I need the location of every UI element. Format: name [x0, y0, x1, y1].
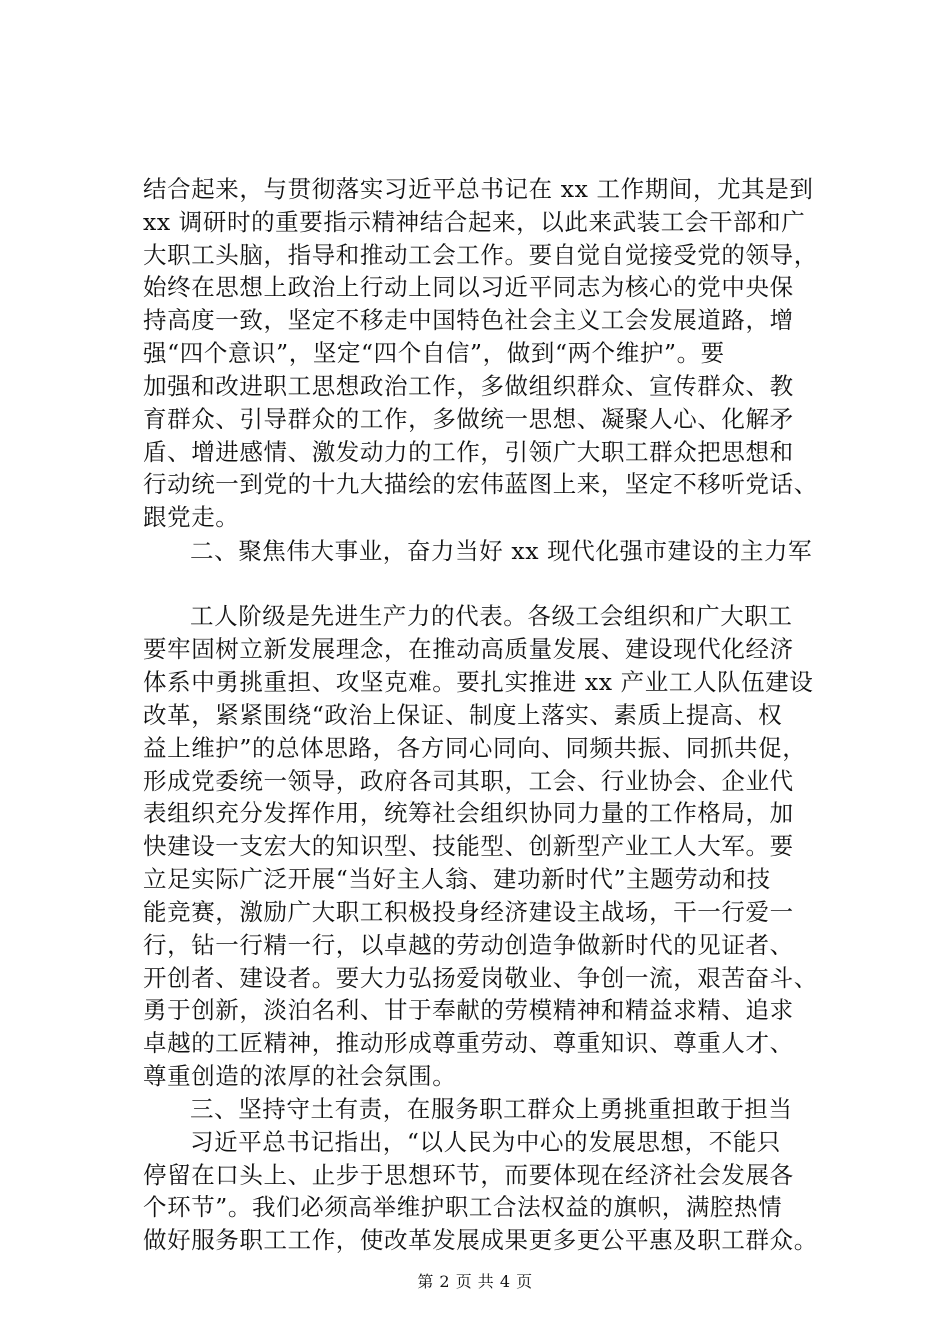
paragraph-line: 形成党委统一领导，政府各司其职，工会、行业协会、企业代 [143, 767, 794, 795]
paragraph-line: 做好服务职工工作，使改革发展成果更多更公平惠及职工群众。 [143, 1226, 818, 1254]
paragraph-line: 盾、增进感情、激发动力的工作，引领广大职工群众把思想和 [143, 438, 794, 466]
paragraph-line: 结合起来，与贯彻落实习近平总书记在 xx 工作期间，尤其是到 [143, 175, 814, 203]
paragraph-line: 个环节”。我们必须高举维护职工合法权益的旗帜，满腔热情 [143, 1193, 783, 1221]
paragraph-line: 大职工头脑，指导和推动工会工作。要自觉自觉接受党的领导， [143, 241, 818, 269]
paragraph-line: 卓越的工匠精神，推动形成尊重劳动、尊重知识、尊重人才、 [143, 1029, 794, 1057]
paragraph-line: xx 调研时的重要指示精神结合起来，以此来武装工会干部和广 [143, 208, 806, 236]
paragraph-line: 快建设一支宏大的知识型、技能型、创新型产业工人大军。要 [143, 832, 794, 860]
paragraph-line: 表组织充分发挥作用，统筹社会组织协同力量的工作格局，加 [143, 799, 794, 827]
paragraph-line: 始终在思想上政治上行动上同以习近平同志为核心的党中央保 [143, 273, 794, 301]
paragraph-line: 尊重创造的浓厚的社会氛围。 [143, 1062, 457, 1090]
paragraph-line: 行动统一到党的十九大描绘的宏伟蓝图上来，坚定不移听党话、 [143, 470, 818, 498]
paragraph-line: 能竞赛，激励广大职工积极投身经济建设主战场，干一行爱一 [143, 898, 794, 926]
paragraph-line: 育群众、引导群众的工作，多做统一思想、凝聚人心、化解矛 [143, 405, 794, 433]
paragraph-line: 开创者、建设者。要大力弘扬爱岗敬业、争创一流，艰苦奋斗、 [143, 964, 818, 992]
paragraph-line: 改革，紧紧围绕“政治上保证、制度上落实、素质上提高、权 [143, 701, 783, 729]
paragraph-line: 要牢固树立新发展理念，在推动高质量发展、建设现代化经济 [143, 635, 794, 663]
paragraph-line: 益上维护”的总体思路，各方同心同向、同频共振、同抓共促， [143, 734, 807, 762]
paragraph-line: 强“四个意识”，坚定“四个自信”，做到“两个维护”。要 [143, 339, 725, 367]
paragraph-line: 立足实际广泛开展“当好主人翁、建功新时代”主题劳动和技 [143, 865, 771, 893]
paragraph-line: 行，钻一行精一行，以卓越的劳动创造争做新时代的见证者、 [143, 931, 794, 959]
page-number-footer: 第 2 页 共 4 页 [417, 1272, 533, 1291]
section-heading: 二、聚焦伟大事业，奋力当好 xx 现代化强市建设的主力军 [190, 537, 813, 565]
paragraph-line: 持高度一致，坚定不移走中国特色社会主义工会发展道路，增 [143, 306, 794, 334]
paragraph-line: 工人阶级是先进生产力的代表。各级工会组织和广大职工 [190, 602, 793, 630]
paragraph-line: 勇于创新，淡泊名利、甘于奉献的劳模精神和精益求精、追求 [143, 996, 794, 1024]
paragraph-line: 加强和改进职工思想政治工作，多做组织群众、宣传群众、教 [143, 372, 794, 400]
section-heading: 三、坚持守土有责，在服务职工群众上勇挑重担敢于担当 [190, 1095, 793, 1123]
paragraph-line: 停留在口头上、止步于思想环节，而要体现在经济社会发展各 [143, 1161, 794, 1189]
paragraph-line: 习近平总书记指出，“以人民为中心的发展思想，不能只 [190, 1128, 782, 1156]
paragraph-line: 体系中勇挑重担、攻坚克难。要扎实推进 xx 产业工人队伍建设 [143, 668, 814, 696]
paragraph-line: 跟党走。 [143, 503, 240, 531]
